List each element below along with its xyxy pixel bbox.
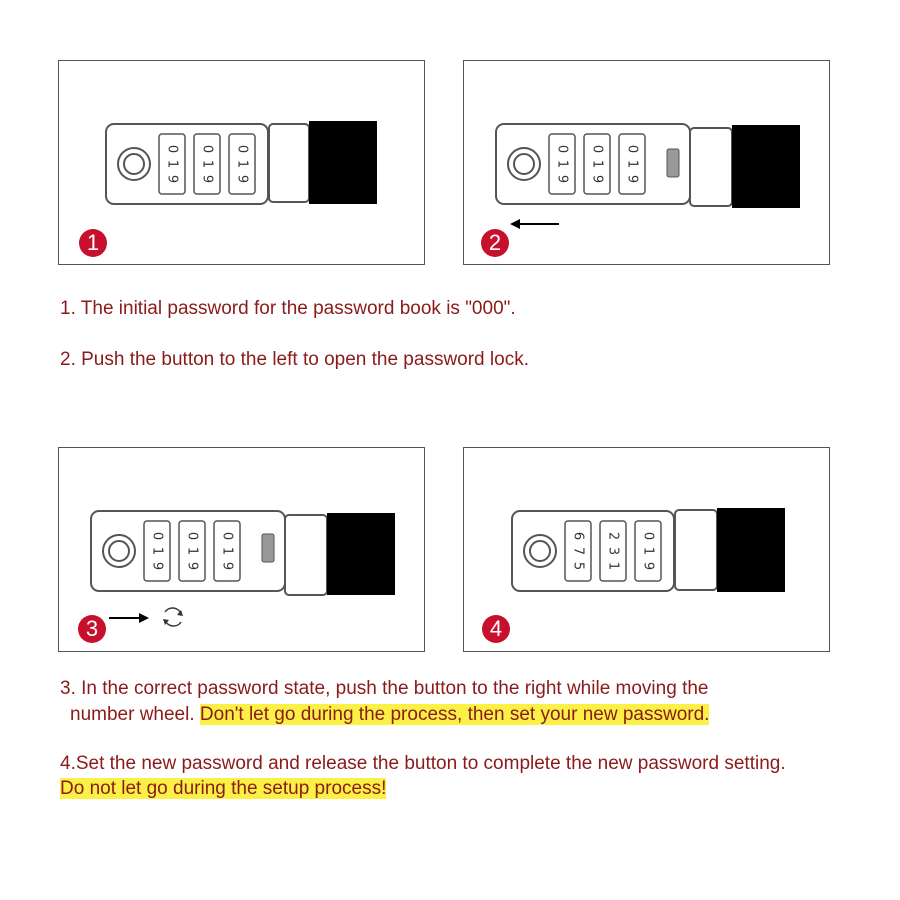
wheel-digit: 1	[199, 159, 215, 169]
step-3-panel	[58, 447, 425, 652]
instruction-1: 1. The initial password for the password book is "000".	[60, 298, 516, 319]
wheel-digit: 0	[164, 144, 180, 154]
wheel-digit: 1	[164, 159, 180, 169]
instruction-2: 2. Push the button to the left to open the password lock.	[60, 349, 529, 370]
instruction-4-highlight: Do not let go during the setup process!	[60, 778, 387, 799]
step-4-panel	[463, 447, 830, 652]
instruction-3-line-2	[70, 704, 709, 726]
rotate-icon	[163, 608, 183, 626]
wheel-digit: 3	[605, 546, 621, 556]
wheel-digit: 1	[624, 159, 640, 169]
wheel-digit: 1	[554, 159, 570, 169]
wheel-digit: 9	[640, 561, 656, 571]
wheel-digit: 9	[199, 174, 215, 184]
wheel-digit: 1	[640, 546, 656, 556]
lock-illustration-4	[464, 448, 831, 653]
wheel-digits-2	[555, 145, 640, 183]
wheel-digit: 6	[570, 531, 586, 541]
wheel-digit: 9	[149, 561, 165, 571]
wheel-digit: 9	[554, 174, 570, 184]
wheel-digits-4	[571, 532, 656, 570]
wheel-digit: 0	[234, 144, 250, 154]
lock-illustration-3	[59, 448, 426, 653]
wheel-digit: 9	[219, 561, 235, 571]
wheel-digit: 0	[219, 531, 235, 541]
wheel-digit: 2	[605, 531, 621, 541]
wheel-digit: 9	[164, 174, 180, 184]
wheel-digit: 5	[570, 561, 586, 571]
instruction-4-line-2	[60, 778, 386, 800]
step-1-panel	[58, 60, 425, 265]
instruction-3-plain: number wheel.	[70, 704, 200, 725]
wheel-digits-1	[165, 145, 250, 183]
wheel-digit: 9	[589, 174, 605, 184]
wheel-digit: 1	[219, 546, 235, 556]
wheel-digit: 0	[554, 144, 570, 154]
instruction-4-line-1: 4.Set the new password and release the button to complete the new password setting.	[60, 753, 786, 774]
step-badge-1: 1	[79, 229, 107, 257]
wheel-digit: 0	[184, 531, 200, 541]
wheel-digit: 9	[624, 174, 640, 184]
step-badge-3: 3	[78, 615, 106, 643]
wheel-digit: 0	[149, 531, 165, 541]
wheel-digit: 0	[640, 531, 656, 541]
instruction-3-highlight: Don't let go during the process, then set your new password.	[199, 704, 710, 725]
step-2-panel	[463, 60, 830, 265]
wheel-digit: 1	[149, 546, 165, 556]
wheel-digit: 0	[589, 144, 605, 154]
instruction-3-line-1: 3. In the correct password state, push the button to the right while moving the	[60, 678, 709, 699]
wheel-digit: 1	[605, 561, 621, 571]
wheel-digits-3	[150, 532, 235, 570]
step-badge-2: 2	[481, 229, 509, 257]
wheel-digit: 1	[589, 159, 605, 169]
step-badge-4: 4	[482, 615, 510, 643]
wheel-digit: 1	[234, 159, 250, 169]
lock-illustration-2	[464, 61, 831, 266]
wheel-digit: 9	[184, 561, 200, 571]
wheel-digit: 9	[234, 174, 250, 184]
wheel-digit: 1	[184, 546, 200, 556]
lock-illustration-1	[59, 61, 426, 266]
wheel-digit: 7	[570, 546, 586, 556]
wheel-digit: 0	[624, 144, 640, 154]
wheel-digit: 0	[199, 144, 215, 154]
